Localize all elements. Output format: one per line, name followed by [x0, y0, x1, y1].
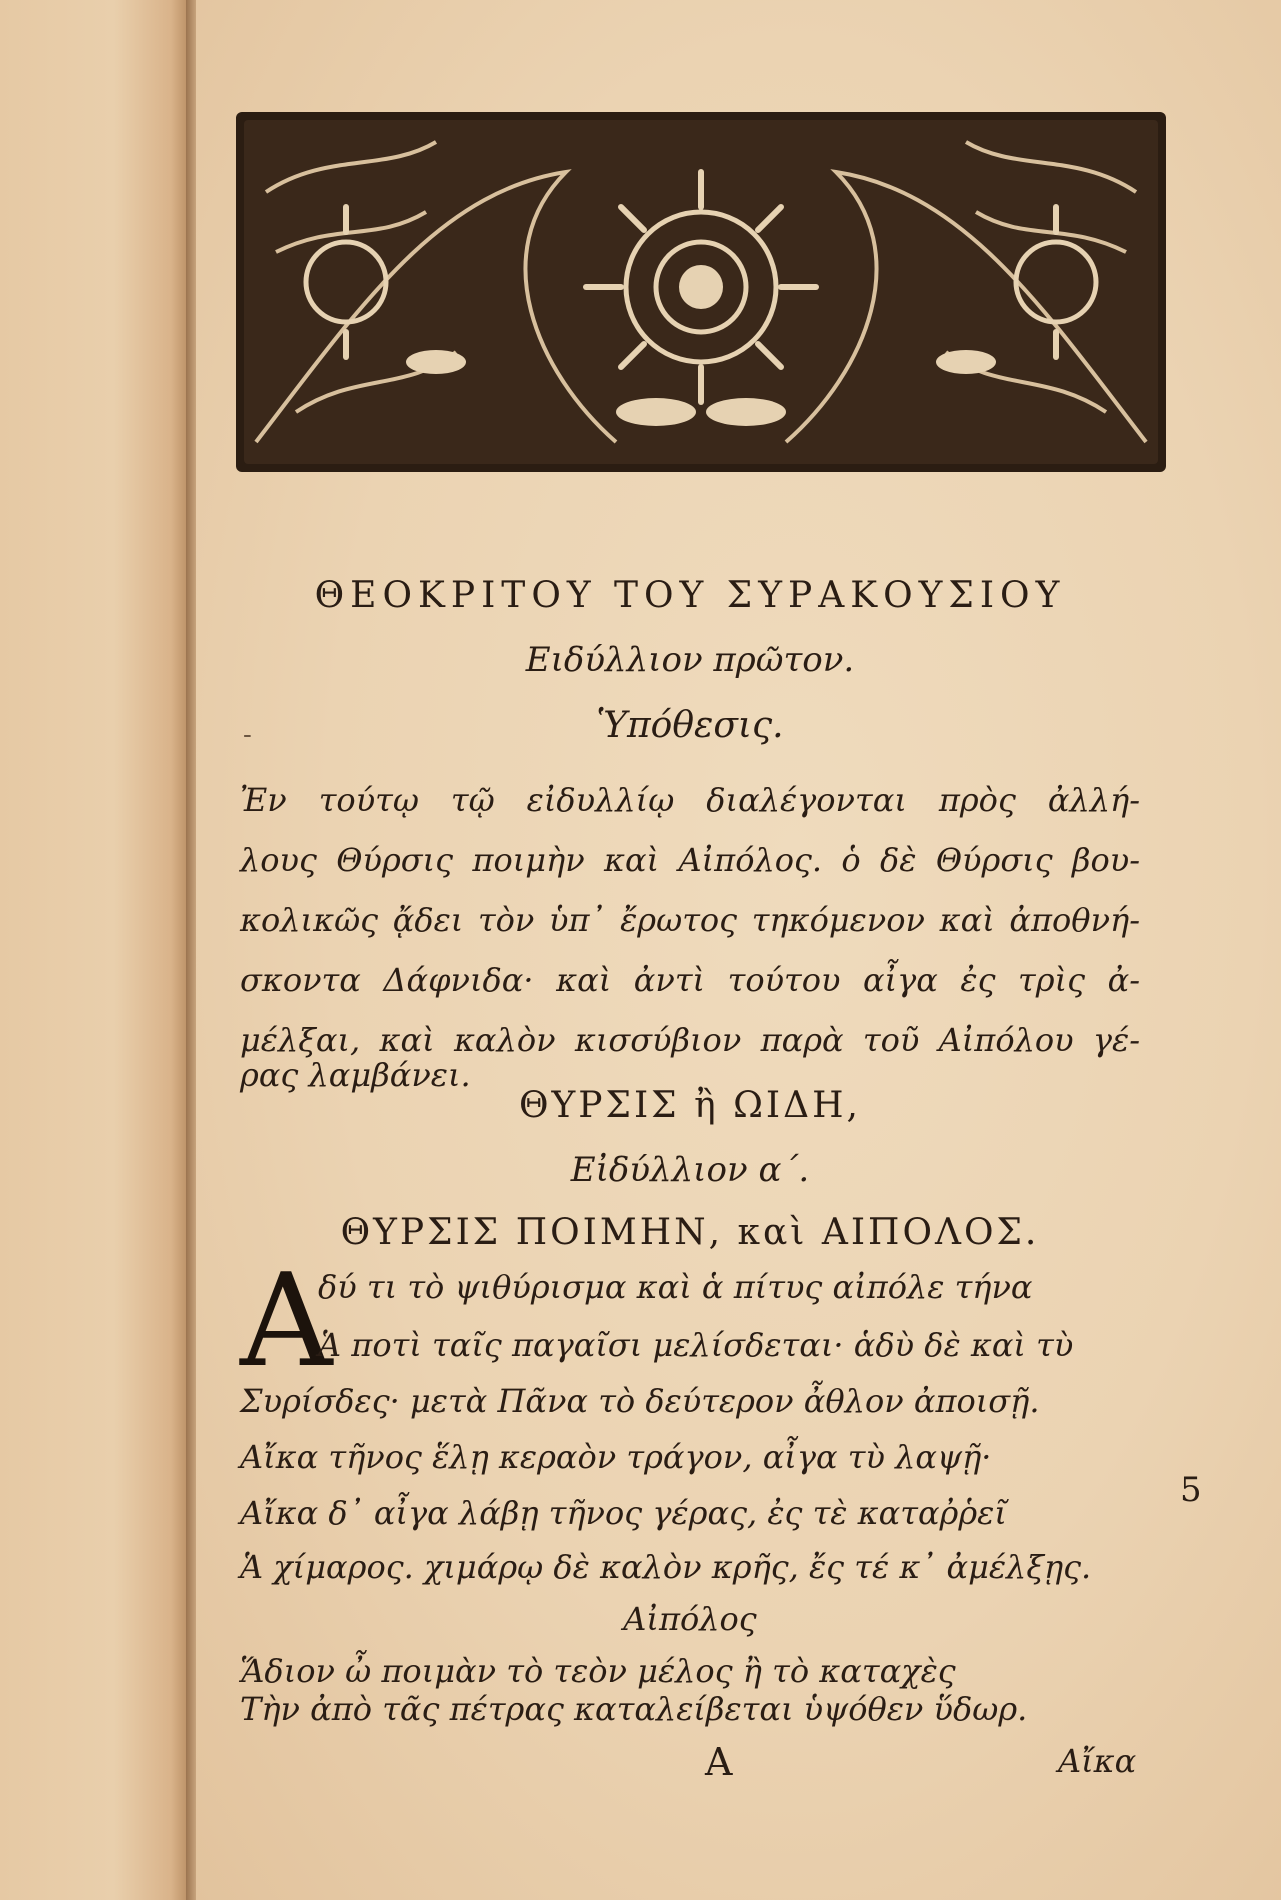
argument-line: κολικῶς ᾄδει τὸν ὑπ᾽ ἔρωτος τηκόμενον καὶ ἀποθνή- [240, 901, 1140, 939]
argument-line: σκοντα Δάφνιδα· καὶ ἀντὶ τούτου αἶγα ἐς τρὶς ἀ- [240, 961, 1140, 999]
speaker-verse-line: Ἅδιον ὦ ποιμὰν τὸ τεὸν μέλος ἢ τὸ καταχὲς [240, 1652, 956, 1690]
hypothesis-heading: Ὑπόθεσις. [596, 705, 784, 746]
line-number: 5 [1180, 1470, 1202, 1510]
verse-line: Συρίσδες· μετὰ Πᾶνα τὸ δεύτερον ἆθλον ἀποισῇ. [240, 1382, 1040, 1420]
argument-line: μέλξαι, καὶ καλὸν κισσύβιον παρὰ τοῦ Αἰπόλου γέ- [240, 1021, 1140, 1059]
idyll-subtitle: Ειδύλλιον πρῶτον. [525, 640, 855, 680]
left-page-margin [0, 0, 190, 1900]
signature-mark: A [705, 1740, 733, 1784]
argument-line: Ἐν τούτῳ τῷ εἰδυλλίῳ διαλέγονται πρὸς ἀλλή- [240, 781, 1140, 819]
verse-line: Ἁ ποτὶ ταῖς παγαῖσι μελίσδεται· ἁδὺ δὲ καὶ τὺ [318, 1326, 1074, 1364]
verse-line: Ἁ χίμαρος. χιμάρῳ δὲ καλὸν κρῆς, ἔς τέ κ᾽ ἀμέλξῃς. [240, 1548, 1092, 1586]
woodcut-headpiece-ornament [236, 112, 1166, 472]
idyll-title: ΘΥΡΣΙΣ ἢ ΩΙΔΗ, [519, 1085, 861, 1126]
verse-line: Αἴκα τῆνος ἕλῃ κεραὸν τράγον, αἶγα τὺ λαψῇ· [240, 1438, 992, 1476]
argument-line: λους Θύρσις ποιμὴν καὶ Αἰπόλος. ὁ δὲ Θύρσις βου- [240, 841, 1140, 879]
verse-line: Αἴκα δ᾽ αἶγα λάβῃ τῆνος γέρας, ἐς τὲ καταῤῥεῖ [240, 1494, 1007, 1532]
verse-line: δύ τι τὸ ψιθύρισμα καὶ ἁ πίτυς αἰπόλε τήνα [318, 1268, 1033, 1306]
catchword: Αἴκα [1058, 1742, 1137, 1780]
speaker-name: Αἰπόλος [623, 1600, 757, 1638]
author-heading: ΘΕΟΚΡΙΤΟΥ ΤΟΥ ΣΥΡΑΚΟΥΣΙΟΥ [314, 575, 1066, 616]
idyll-number: Εἰδύλλιον α΄. [570, 1150, 810, 1190]
book-gutter [186, 0, 196, 1900]
argument-line-last: ρας λαμβάνει. [240, 1056, 471, 1094]
speaker-verse-line: Τὴν ἀπὸ τᾶς πέτρας καταλείβεται ὑψόθεν ὕδωρ. [240, 1690, 1028, 1728]
drop-cap-letter: Α [240, 1247, 333, 1396]
idyll-speakers: ΘΥΡΣΙΣ ΠΟΙΜΗΝ, καὶ ΑΙΠΟΛΟΣ. [340, 1212, 1040, 1253]
pencil-mark: - [243, 720, 252, 750]
